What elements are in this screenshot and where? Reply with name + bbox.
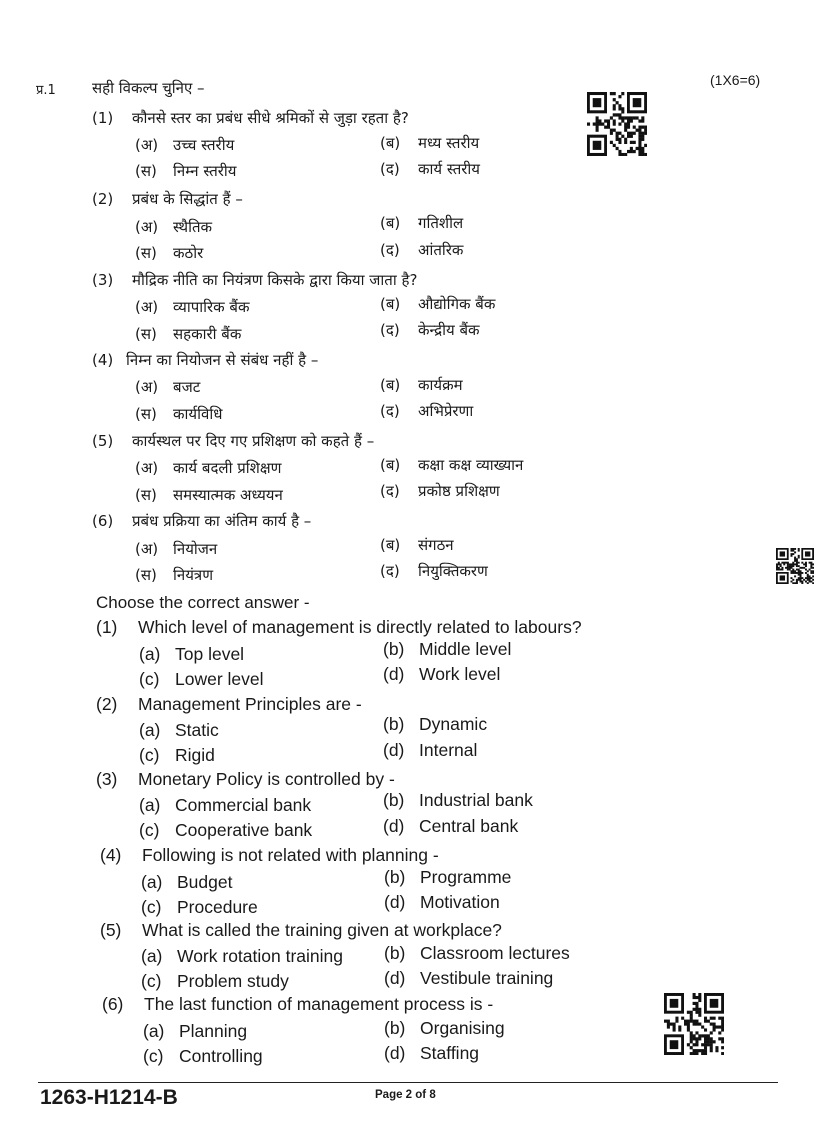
english-question bbox=[100, 845, 439, 866]
marks-label: (1X6=6) bbox=[710, 72, 761, 88]
qr-code-icon bbox=[664, 993, 724, 1055]
option bbox=[384, 1043, 479, 1064]
option bbox=[141, 897, 258, 918]
option-mark: (ब) bbox=[380, 134, 401, 152]
option-text: Dynamic bbox=[419, 714, 488, 734]
option-text: Classroom lectures bbox=[420, 943, 570, 963]
option bbox=[139, 795, 311, 816]
option-text: Staffing bbox=[420, 1043, 480, 1063]
option bbox=[380, 535, 454, 555]
option-text: कार्य बदली प्रशिक्षण bbox=[173, 459, 282, 477]
option-mark: (ब) bbox=[380, 214, 401, 232]
option-mark: (b) bbox=[384, 867, 406, 887]
option bbox=[383, 714, 487, 735]
question-text: निम्न का नियोजन से संबंध नहीं है – bbox=[126, 351, 319, 369]
option bbox=[380, 133, 479, 153]
option bbox=[383, 790, 533, 811]
option-text: Problem study bbox=[177, 971, 289, 991]
option-text: कार्य स्तरीय bbox=[418, 160, 480, 178]
option-text: Controlling bbox=[179, 1046, 263, 1066]
option-text: कार्यविधि bbox=[173, 405, 223, 423]
english-question bbox=[102, 994, 493, 1015]
option-text: नियोजन bbox=[173, 540, 218, 558]
question-text: मौद्रिक नीति का नियंत्रण किसके द्वारा किया जाता है? bbox=[132, 271, 418, 289]
option bbox=[143, 1021, 247, 1042]
option-text: गतिशील bbox=[418, 214, 464, 232]
option bbox=[380, 375, 463, 395]
option bbox=[139, 720, 219, 741]
question-number: (5) bbox=[100, 920, 122, 940]
option-text: केन्द्रीय बैंक bbox=[418, 321, 480, 339]
option-mark: (d) bbox=[384, 1043, 406, 1063]
option-text: मध्य स्तरीय bbox=[418, 134, 480, 152]
option-mark: (c) bbox=[141, 897, 162, 917]
option-mark: (द) bbox=[380, 160, 400, 178]
option-text: उच्च स्तरीय bbox=[173, 136, 235, 154]
option-text: नियुक्तिकरण bbox=[418, 562, 488, 580]
option bbox=[384, 1018, 505, 1039]
option-mark: (c) bbox=[139, 820, 160, 840]
option-mark: (अ) bbox=[135, 298, 159, 316]
option-text: Budget bbox=[177, 872, 233, 892]
option-mark: (स) bbox=[135, 162, 157, 180]
option-text: Top level bbox=[175, 644, 245, 664]
option-mark: (d) bbox=[383, 740, 405, 760]
option-mark: (c) bbox=[143, 1046, 164, 1066]
option bbox=[380, 320, 480, 340]
option-text: समस्यात्मक अध्ययन bbox=[173, 486, 283, 504]
option-mark: (स) bbox=[135, 244, 157, 262]
option-mark: (द) bbox=[380, 321, 400, 339]
option-mark: (द) bbox=[380, 402, 400, 420]
option bbox=[141, 971, 289, 992]
qr-code-icon bbox=[776, 548, 814, 584]
english-question bbox=[96, 617, 582, 638]
option-mark: (a) bbox=[139, 644, 161, 664]
option-text: औद्योगिक बैंक bbox=[418, 295, 496, 313]
option-mark: (स) bbox=[135, 405, 157, 423]
option bbox=[135, 135, 234, 155]
option bbox=[135, 458, 281, 478]
option-mark: (अ) bbox=[135, 136, 159, 154]
option-text: कठोर bbox=[173, 244, 204, 262]
option bbox=[135, 324, 241, 344]
option-mark: (स) bbox=[135, 486, 157, 504]
option-text: Programme bbox=[420, 867, 512, 887]
question-text: Which level of management is directly related to labours? bbox=[138, 617, 582, 637]
english-question bbox=[100, 920, 502, 941]
hindi-question bbox=[92, 189, 243, 209]
option-text: नियंत्रण bbox=[173, 566, 214, 584]
option bbox=[139, 745, 215, 766]
option bbox=[135, 539, 217, 559]
question-number: (6) bbox=[92, 512, 114, 530]
option-mark: (b) bbox=[384, 1018, 406, 1038]
option bbox=[380, 481, 500, 501]
option bbox=[380, 294, 495, 314]
question-text: The last function of management process is - bbox=[144, 994, 494, 1014]
option-text: बजट bbox=[173, 378, 201, 396]
question-number: (1) bbox=[96, 617, 118, 637]
question-number: (4) bbox=[100, 845, 122, 865]
option-text: प्रकोष्ठ प्रशिक्षण bbox=[418, 482, 500, 500]
question-number: (6) bbox=[102, 994, 124, 1014]
option-mark: (d) bbox=[383, 816, 405, 836]
option-mark: (b) bbox=[383, 790, 405, 810]
hindi-question bbox=[92, 108, 409, 128]
option bbox=[135, 377, 200, 397]
option-text: अभिप्रेरणा bbox=[418, 402, 474, 420]
option-mark: (d) bbox=[384, 968, 406, 988]
hindi-question bbox=[92, 511, 311, 531]
option-text: Central bank bbox=[419, 816, 519, 836]
option-mark: (अ) bbox=[135, 540, 159, 558]
option bbox=[135, 161, 236, 181]
question-text: कौनसे स्तर का प्रबंध सीधे श्रमिकों से जुड़ा रहता है? bbox=[132, 109, 409, 127]
hindi-question bbox=[92, 270, 417, 290]
option-mark: (a) bbox=[141, 946, 163, 966]
option bbox=[383, 664, 500, 685]
option-mark: (b) bbox=[383, 639, 405, 659]
paper-code: 1263-H1214-B bbox=[40, 1086, 178, 1109]
question-text: Monetary Policy is controlled by - bbox=[138, 769, 395, 789]
option-text: व्यापारिक बैंक bbox=[173, 298, 250, 316]
option-mark: (द) bbox=[380, 241, 400, 259]
option bbox=[383, 639, 511, 660]
option-mark: (स) bbox=[135, 566, 157, 584]
english-question bbox=[96, 694, 362, 715]
option bbox=[141, 946, 343, 967]
option-text: Planning bbox=[179, 1021, 248, 1041]
instruction-hindi: सही विकल्प चुनिए – bbox=[92, 79, 205, 97]
option-mark: (अ) bbox=[135, 459, 159, 477]
option-text: Rigid bbox=[175, 745, 215, 765]
option bbox=[135, 404, 222, 424]
option-mark: (d) bbox=[383, 664, 405, 684]
option bbox=[383, 740, 477, 761]
option-text: स्थैतिक bbox=[173, 218, 213, 236]
option-mark: (ब) bbox=[380, 295, 401, 313]
question-number: (2) bbox=[92, 190, 114, 208]
option-mark: (ब) bbox=[380, 376, 401, 394]
english-heading: Choose the correct answer - bbox=[96, 593, 310, 612]
option bbox=[139, 669, 264, 690]
question-number: (1) bbox=[92, 109, 114, 127]
option-text: संगठन bbox=[418, 536, 454, 554]
option bbox=[135, 243, 203, 263]
question-text: प्रबंध प्रक्रिया का अंतिम कार्य है – bbox=[132, 512, 312, 530]
option-mark: (b) bbox=[383, 714, 405, 734]
question-text: What is called the training given at workplace? bbox=[142, 920, 502, 940]
option-text: सहकारी बैंक bbox=[173, 325, 242, 343]
english-question bbox=[96, 769, 395, 790]
option-mark: (अ) bbox=[135, 378, 159, 396]
option-text: निम्न स्तरीय bbox=[173, 162, 237, 180]
question-number: (3) bbox=[96, 769, 118, 789]
option-text: कक्षा कक्ष व्याख्यान bbox=[418, 456, 524, 474]
option bbox=[135, 485, 283, 505]
option bbox=[384, 892, 500, 913]
question-text: कार्यस्थल पर दिए गए प्रशिक्षण को कहते हैं – bbox=[132, 432, 375, 450]
option bbox=[380, 159, 480, 179]
option-text: Cooperative bank bbox=[175, 820, 313, 840]
option-text: Procedure bbox=[177, 897, 258, 917]
option-text: Internal bbox=[419, 740, 478, 760]
option-mark: (स) bbox=[135, 325, 157, 343]
hindi-question bbox=[92, 431, 374, 451]
option-mark: (अ) bbox=[135, 218, 159, 236]
option-text: Middle level bbox=[419, 639, 512, 659]
option-mark: (a) bbox=[139, 795, 161, 815]
option-text: Organising bbox=[420, 1018, 505, 1038]
option bbox=[135, 297, 250, 317]
option-mark: (a) bbox=[139, 720, 161, 740]
option bbox=[143, 1046, 263, 1067]
option bbox=[139, 820, 312, 841]
option bbox=[384, 943, 570, 964]
question-number: (2) bbox=[96, 694, 118, 714]
option-text: Static bbox=[175, 720, 219, 740]
option-mark: (द) bbox=[380, 482, 400, 500]
option-mark: (a) bbox=[143, 1021, 165, 1041]
option-mark: (a) bbox=[141, 872, 163, 892]
option-mark: (c) bbox=[139, 745, 160, 765]
option bbox=[135, 565, 213, 585]
option-mark: (c) bbox=[139, 669, 160, 689]
option-text: कार्यक्रम bbox=[418, 376, 463, 394]
option-text: Work level bbox=[419, 664, 501, 684]
option-mark: (ब) bbox=[380, 456, 401, 474]
option-mark: (d) bbox=[384, 892, 406, 912]
option bbox=[141, 872, 232, 893]
option bbox=[380, 240, 463, 260]
question-text: प्रबंध के सिद्धांत हैं – bbox=[132, 190, 243, 208]
option bbox=[139, 644, 244, 665]
hindi-question bbox=[92, 350, 318, 370]
option-text: Lower level bbox=[175, 669, 264, 689]
option-mark: (c) bbox=[141, 971, 162, 991]
option bbox=[380, 401, 473, 421]
option bbox=[135, 217, 212, 237]
option-text: आंतरिक bbox=[418, 241, 464, 259]
question-number: (4) bbox=[92, 351, 114, 369]
question-text: Following is not related with planning - bbox=[142, 845, 439, 865]
option-mark: (ब) bbox=[380, 536, 401, 554]
option bbox=[380, 561, 488, 581]
question-text: Management Principles are - bbox=[138, 694, 362, 714]
option bbox=[384, 867, 511, 888]
option-mark: (b) bbox=[384, 943, 406, 963]
question-number: (5) bbox=[92, 432, 114, 450]
question-label: प्र.1 bbox=[36, 83, 56, 98]
footer-divider bbox=[38, 1082, 778, 1083]
qr-code-icon bbox=[587, 92, 647, 156]
question-number: (3) bbox=[92, 271, 114, 289]
option bbox=[384, 968, 553, 989]
option-text: Industrial bank bbox=[419, 790, 533, 810]
option bbox=[380, 455, 523, 475]
page-number: Page 2 of 8 bbox=[375, 1089, 436, 1101]
option-mark: (द) bbox=[380, 562, 400, 580]
option-text: Motivation bbox=[420, 892, 500, 912]
option-text: Commercial bank bbox=[175, 795, 312, 815]
option bbox=[380, 213, 463, 233]
option-text: Work rotation training bbox=[177, 946, 344, 966]
option bbox=[383, 816, 518, 837]
option-text: Vestibule training bbox=[420, 968, 554, 988]
